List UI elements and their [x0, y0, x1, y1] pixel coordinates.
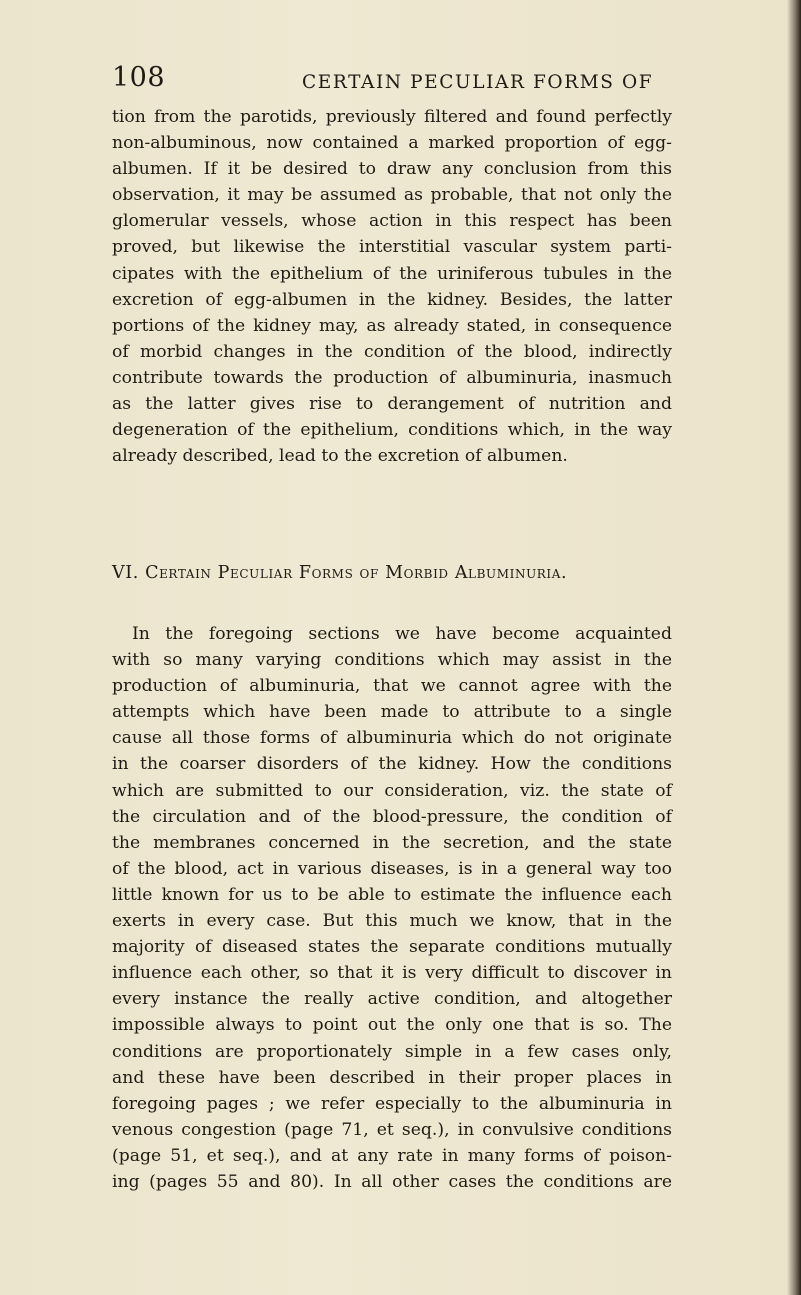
text-line: impossible always to point out the only one that is so. The: [112, 1015, 672, 1036]
text-line: as the latter gives rise to derangement of nutrition and: [112, 394, 672, 415]
text-line: already described, lead to the excretion of albumen.: [112, 446, 568, 467]
text-line: with so many varying conditions which may assist in the: [112, 650, 672, 671]
section-heading: [112, 563, 672, 583]
text-line: in the coarser disorders of the kidney. How the conditions: [112, 754, 672, 775]
page-header: [112, 62, 672, 98]
text-line: glomerular vessels, whose action in this respect has been: [112, 211, 672, 232]
text-line: foregoing pages ; we refer especially to the albuminuria in: [112, 1093, 672, 1114]
running-head: CERTAIN PECULIAR FORMS OF: [302, 72, 654, 93]
text-line: majority of diseased states the separate conditions mutually: [112, 937, 672, 958]
paragraph-2: [112, 621, 672, 1195]
text-line: little known for us to be able to estimate the influence each: [112, 884, 672, 905]
text-line: of the blood, act in various diseases, is in a general way too: [112, 858, 672, 879]
text-line: ing (pages 55 and 80). In all other cases the conditions are: [112, 1171, 672, 1192]
section-heading-text: VI. Certain Peculiar Forms of Morbid Albuminuria.: [112, 563, 568, 583]
text-line: tion from the parotids, previously filtered and found perfectly: [112, 107, 672, 127]
text-line: production of albuminuria, that we cannot agree with the: [112, 676, 672, 697]
text-line: venous congestion (page 71, et seq.), in convulsive conditions: [112, 1119, 672, 1140]
text-line: exerts in every case. But this much we know, that in the: [112, 911, 672, 932]
text-line: conditions are proportionately simple in a few cases only,: [112, 1041, 672, 1062]
text-line: excretion of egg-albumen in the kidney. Besides, the latter: [112, 289, 672, 310]
text-line: albumen. If it be desired to draw any conclusion from this: [112, 159, 672, 180]
paragraph-1: [112, 104, 672, 469]
text-line: portions of the kidney may, as already stated, in consequence: [112, 315, 672, 336]
text-line: In the foregoing sections we have become acquainted: [132, 624, 672, 644]
page-edge-shadow: [787, 0, 801, 1295]
text-line: influence each other, so that it is very difficult to discover in: [112, 963, 672, 984]
page-number: 108: [112, 62, 166, 93]
text-line: (page 51, et seq.), and at any rate in many forms of poison-: [112, 1145, 672, 1166]
text-line: the membranes concerned in the secretion, and the state: [112, 832, 672, 853]
text-line: and these have been described in their proper places in: [112, 1067, 672, 1088]
text-line: of morbid changes in the condition of the blood, indirectly: [112, 341, 672, 362]
text-line: every instance the really active condition, and altogether: [112, 989, 672, 1010]
text-line: non-albuminous, now contained a marked proportion of egg-: [112, 133, 672, 154]
text-line: which are submitted to our consideration, viz. the state of: [112, 780, 672, 801]
text-line: observation, it may be assumed as probable, that not only the: [112, 185, 672, 206]
text-line: proved, but likewise the interstitial vascular system parti-: [112, 237, 672, 258]
text-line: attempts which have been made to attribute to a single: [112, 702, 672, 723]
text-line: cipates with the epithelium of the uriniferous tubules in the: [112, 263, 672, 284]
text-line: contribute towards the production of albuminuria, inasmuch: [112, 367, 672, 388]
text-line: cause all those forms of albuminuria which do not originate: [112, 728, 672, 749]
text-line: degeneration of the epithelium, conditions which, in the way: [112, 420, 672, 441]
text-line: the circulation and of the blood-pressure, the condition of: [112, 806, 672, 827]
